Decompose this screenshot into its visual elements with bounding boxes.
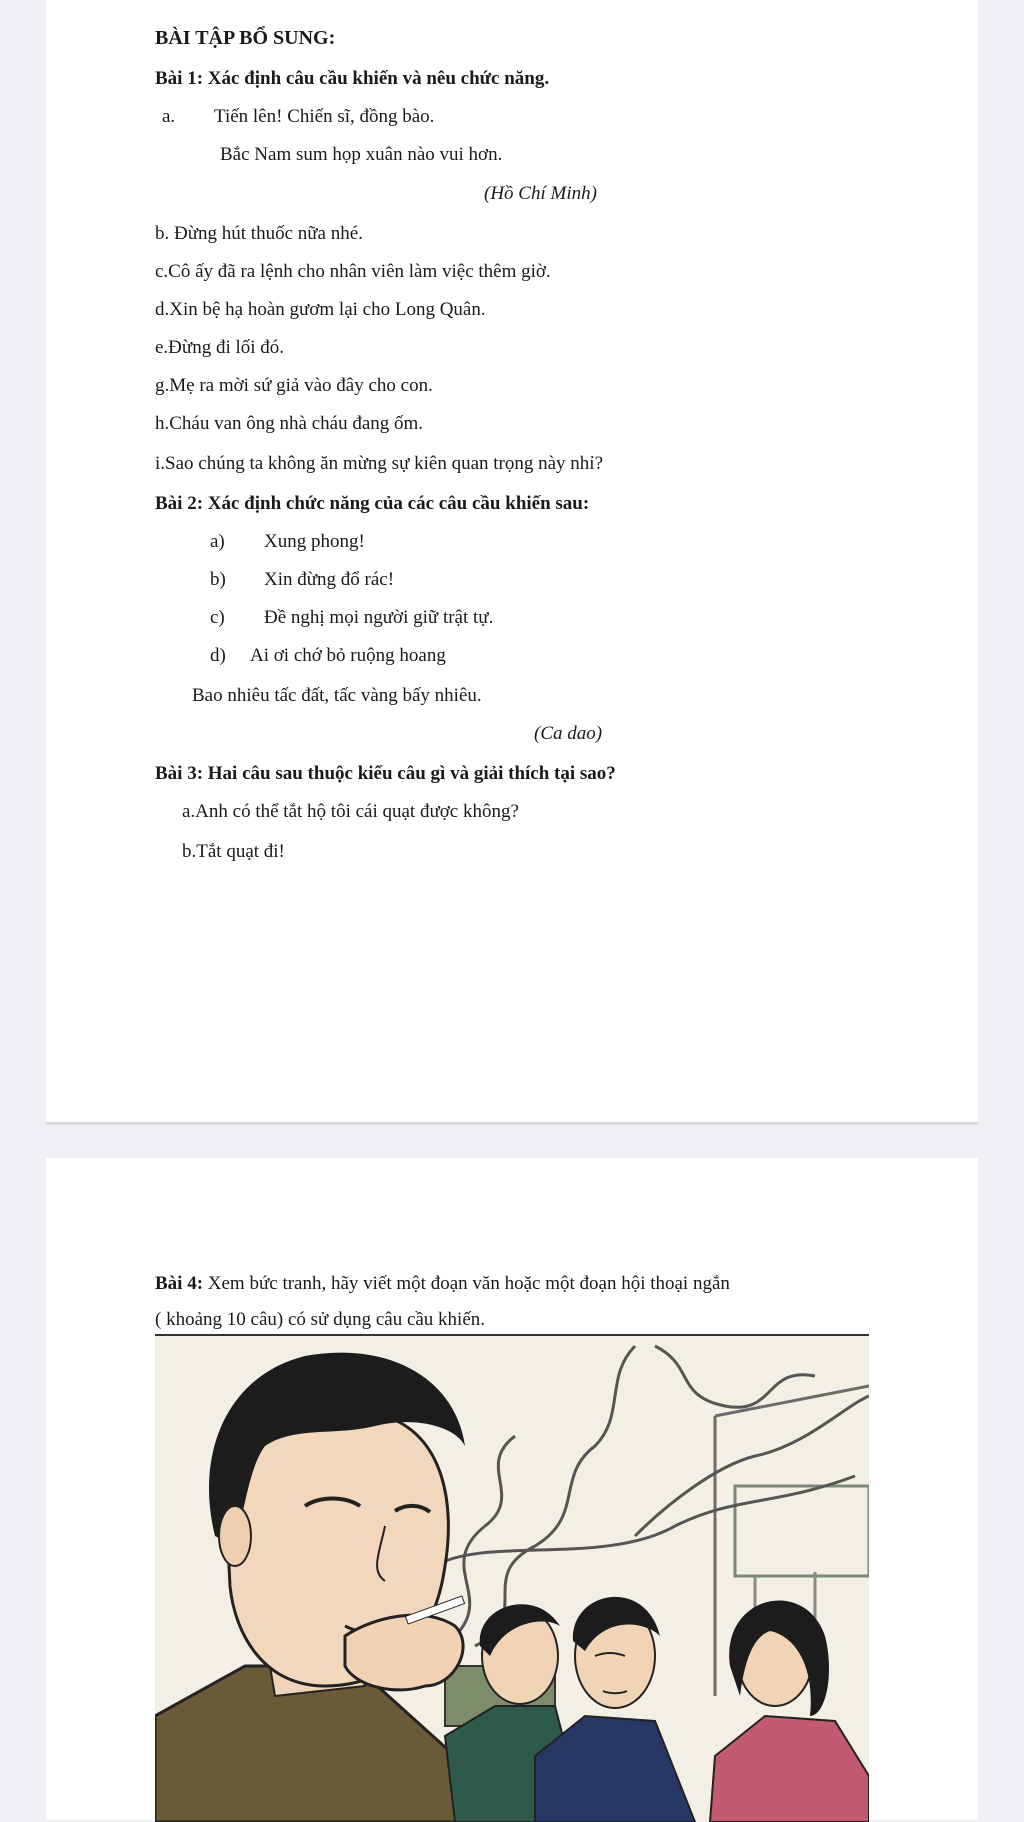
ex1-item: i.Sao chúng ta không ăn mừng sự kiên quan trọng này nhỉ?	[155, 453, 604, 474]
ex1-item: d.Xin bệ hạ hoàn gươm lại cho Long Quân.	[155, 299, 486, 320]
ex2-d-line2: Bao nhiêu tấc đất, tấc vàng bấy nhiêu.	[192, 685, 482, 706]
ex1-item: g.Mẹ ra mời sứ giả vào đây cho con.	[155, 375, 433, 396]
ex3-b: b.Tắt quạt đi!	[182, 841, 285, 862]
exercise-2-title: Bài 2: Xác định chức năng của các câu cầu khiến sau:	[155, 493, 590, 514]
exercise-4-label: Bài 4:	[155, 1273, 204, 1294]
ex2-b-label: b)	[210, 569, 226, 590]
ex2-a-label: a)	[210, 531, 225, 552]
ex2-a-text: Xung phong!	[264, 531, 365, 552]
ex1-a-source: (Hồ Chí Minh)	[484, 183, 597, 204]
ex2-c-label: c)	[210, 607, 225, 628]
ex2-d-source: (Ca dao)	[534, 723, 603, 744]
exercise-3-title: Bài 3: Hai câu sau thuộc kiểu câu gì và giải thích tại sao?	[155, 763, 616, 784]
ex1-a-line1: Tiến lên! Chiến sĩ, đồng bào.	[214, 106, 435, 127]
exercise-4-text: Xem bức tranh, hãy viết một đoạn văn hoặc một đoạn hội thoại ngắn	[203, 1273, 730, 1294]
ex1-a-line2: Bắc Nam sum họp xuân nào vui hơn.	[220, 144, 503, 165]
exercise-4-line2: ( khoảng 10 câu) có sử dụng câu cầu khiến.	[155, 1309, 486, 1330]
exercise-1-title: Bài 1: Xác định câu cầu khiến và nêu chức năng.	[155, 68, 550, 89]
ex2-d-text: Ai ơi chớ bỏ ruộng hoang	[250, 645, 446, 666]
ex2-b-text: Xin đừng đổ rác!	[264, 569, 395, 590]
ex1-item: e.Đừng đi lối đó.	[155, 337, 285, 358]
cartoon-illustration	[155, 1334, 869, 1822]
ex3-a: a.Anh có thể tắt hộ tôi cái quạt được không?	[182, 801, 519, 822]
ex2-d-label: d)	[210, 645, 226, 666]
heading: BÀI TẬP BỔ SUNG:	[155, 27, 336, 49]
ex1-a-label: a.	[162, 106, 176, 127]
ex1-item: b. Đừng hút thuốc nữa nhé.	[155, 223, 363, 244]
ex2-c-text: Đề nghị mọi người giữ trật tự.	[264, 607, 494, 628]
ex1-item: h.Cháu van ông nhà cháu đang ốm.	[155, 413, 424, 434]
exercise-4-prompt	[155, 1272, 730, 1296]
ex1-item: c.Cô ấy đã ra lệnh cho nhân viên làm việc thêm giờ.	[155, 261, 551, 282]
document-page-1	[46, 0, 978, 1122]
